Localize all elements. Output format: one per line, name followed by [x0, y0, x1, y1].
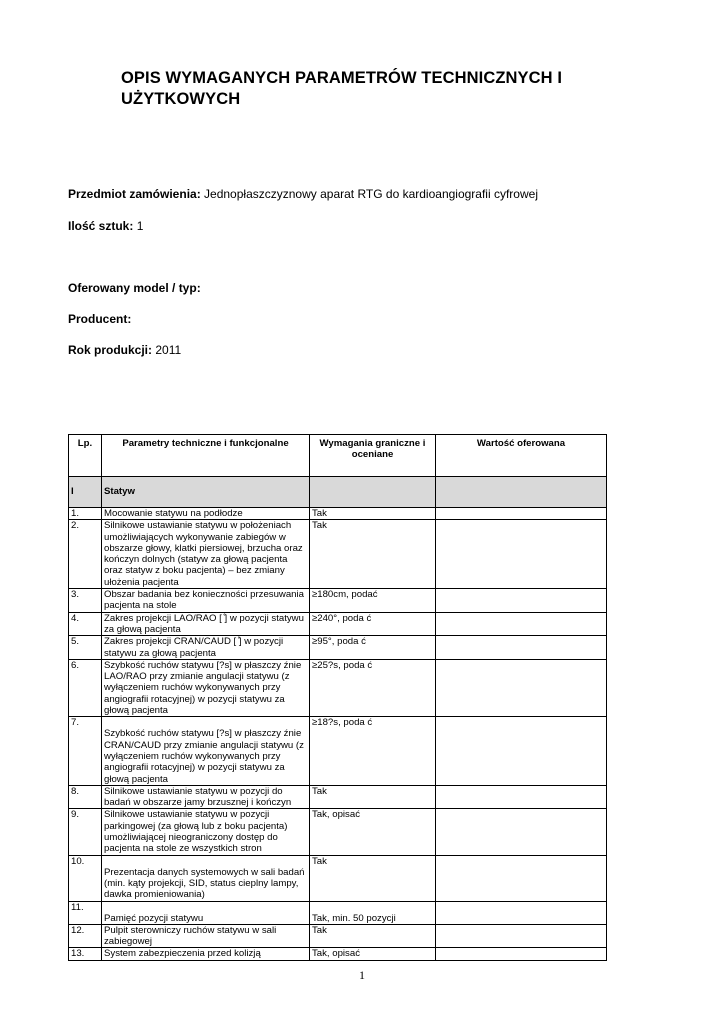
row-parameter-cell: [102, 901, 310, 924]
row-lp: 6.: [69, 659, 102, 716]
field-model: [68, 281, 201, 295]
section-lp: I: [69, 477, 102, 508]
table-row: [69, 924, 607, 948]
row-requirement-cell: [310, 901, 436, 924]
row-parameter: Szybkość ruchów statywu [?s] w płaszczy źnie LAO/RAO przy zmianie angulacji statywu (z wyłączeniem ruchów wykonywanych przy angiografii rotacyjnej) w pozycji statywu za głową pacjenta: [102, 659, 310, 716]
field-label: Oferowany model / typ:: [68, 281, 201, 295]
row-parameter: Zakres projekcji CRAN/CAUD [ ̊] w pozycji statywu za głową pacjenta: [102, 636, 310, 660]
row-offered-value[interactable]: [436, 520, 607, 589]
field-value: 1: [133, 219, 144, 233]
row-lp: 4.: [69, 612, 102, 636]
row-lp: 2.: [69, 520, 102, 589]
field-value: Jednopłaszczyznowy aparat RTG do kardioangiografii cyfrowej: [200, 187, 538, 201]
section-row: [69, 477, 607, 508]
row-requirement: ≥18?s, poda ć: [310, 717, 436, 785]
row-requirement: Tak, opisać: [310, 948, 436, 960]
row-parameter: Mocowanie statywu na podłodze: [102, 508, 310, 520]
field-value: 2011: [152, 343, 182, 357]
field-label: Ilość sztuk:: [68, 219, 134, 233]
row-offered-value[interactable]: [436, 901, 607, 924]
field-label: Przedmiot zamówienia:: [68, 187, 201, 201]
row-offered-value[interactable]: [436, 636, 607, 660]
row-parameter: Silnikowe ustawianie statywu w pozycji do badań w obszarze jamy brzusznej i kończyn: [102, 785, 310, 809]
row-requirement: ≥25?s, poda ć: [310, 659, 436, 716]
row-parameter: Pulpit sterowniczy ruchów statywu w sali zabiegowej: [102, 924, 310, 948]
section-offered-cell: [436, 477, 607, 508]
row-requirement: ≥240°, poda ć: [310, 612, 436, 636]
header-requirements: Wymagania graniczne i oceniane: [310, 435, 436, 477]
table-row: [69, 659, 607, 716]
row-offered-value[interactable]: [436, 717, 607, 785]
row-parameter: Obszar badania bez konieczności przesuwania pacjenta na stole: [102, 589, 310, 613]
field-production-year: [68, 343, 181, 357]
row-offered-value[interactable]: [436, 612, 607, 636]
row-requirement: Tak: [310, 508, 436, 520]
header-lp: Lp.: [69, 435, 102, 477]
row-lp: 3.: [69, 589, 102, 613]
table-row: [69, 948, 607, 960]
row-parameter: Szybkość ruchów statywu [?s] w płaszczy źnie CRAN/CAUD przy zmianie angulacji statywu (z wyłączeniem ruchów wykonywanych przy angiografii rotacyjnej) w pozycji statywu za głową pacjenta: [104, 728, 304, 785]
row-lp: 13.: [69, 948, 102, 960]
row-requirement: Tak: [310, 785, 436, 809]
table-row: [69, 717, 607, 785]
header-offered-value: Wartość oferowana: [436, 435, 607, 477]
row-requirement: ≥180cm, podać: [310, 589, 436, 613]
table-row: [69, 901, 607, 924]
row-offered-value[interactable]: [436, 855, 607, 901]
row-requirement: Tak, min. 50 pozycji: [312, 912, 396, 924]
table-row: [69, 612, 607, 636]
row-lp: 11.: [69, 901, 102, 924]
field-order-subject: [68, 187, 538, 201]
document-title: OPIS WYMAGANYCH PARAMETRÓW TECHNICZNYCH I UŻYTKOWYCH: [121, 69, 563, 108]
table-row: [69, 589, 607, 613]
field-quantity: [68, 219, 143, 233]
row-parameter: Prezentacja danych systemowych w sali badań (min. kąty projekcji, SID, status cieplny lampy, dawka promieniowania): [104, 866, 305, 901]
row-lp: 12.: [69, 924, 102, 948]
field-producer: [68, 312, 131, 326]
row-parameter-cell: [102, 717, 310, 785]
row-offered-value[interactable]: [436, 948, 607, 960]
page-number: 1: [359, 968, 365, 982]
row-lp: 7.: [69, 717, 102, 785]
row-requirement: Tak, opisać: [310, 809, 436, 855]
row-offered-value[interactable]: [436, 785, 607, 809]
row-parameter-cell: [102, 855, 310, 901]
row-offered-value[interactable]: [436, 659, 607, 716]
field-label: Rok produkcji:: [68, 343, 153, 357]
row-offered-value[interactable]: [436, 809, 607, 855]
table-row: [69, 520, 607, 589]
row-parameter: Silnikowe ustawianie statywu w pozycji parkingowej (za głową lub z boku pacjenta) umożliwiającej nieograniczony dostęp do pacjenta na stole ze wszystkich stron: [102, 809, 310, 855]
row-lp: 10.: [69, 855, 102, 901]
row-offered-value[interactable]: [436, 589, 607, 613]
section-name: Statyw: [102, 477, 310, 508]
table-header-row: [69, 435, 607, 477]
row-lp: 1.: [69, 508, 102, 520]
row-lp: 9.: [69, 809, 102, 855]
header-parameters: Parametry techniczne i funkcjonalne: [102, 435, 310, 477]
row-offered-value[interactable]: [436, 508, 607, 520]
row-requirement: Tak: [310, 520, 436, 589]
parameters-table: [68, 434, 607, 961]
row-lp: 5.: [69, 636, 102, 660]
row-parameter: Pamięć pozycji statywu: [104, 912, 204, 924]
table-row: [69, 508, 607, 520]
row-parameter: Silnikowe ustawianie statywu w położeniach umożliwiających wykonywanie zabiegów w obszarze głowy, klatki piersiowej, brzucha oraz kończyn dolnych (statyw za głową pacjenta oraz statyw z boku pacjenta) – bez zmiany ułożenia pacjenta: [102, 520, 310, 589]
field-label: Producent:: [68, 312, 132, 326]
table-row: [69, 785, 607, 809]
section-req-cell: [310, 477, 436, 508]
table-row: [69, 855, 607, 901]
row-offered-value[interactable]: [436, 924, 607, 948]
row-requirement: Tak: [310, 924, 436, 948]
row-requirement: Tak: [310, 855, 436, 901]
table-row: [69, 636, 607, 660]
row-requirement: ≥95°, poda ć: [310, 636, 436, 660]
table-row: [69, 809, 607, 855]
row-parameter: Zakres projekcji LAO/RAO [ ̊] w pozycji statywu za głową pacjenta: [102, 612, 310, 636]
row-lp: 8.: [69, 785, 102, 809]
row-parameter: System zabezpieczenia przed kolizją: [102, 948, 310, 960]
